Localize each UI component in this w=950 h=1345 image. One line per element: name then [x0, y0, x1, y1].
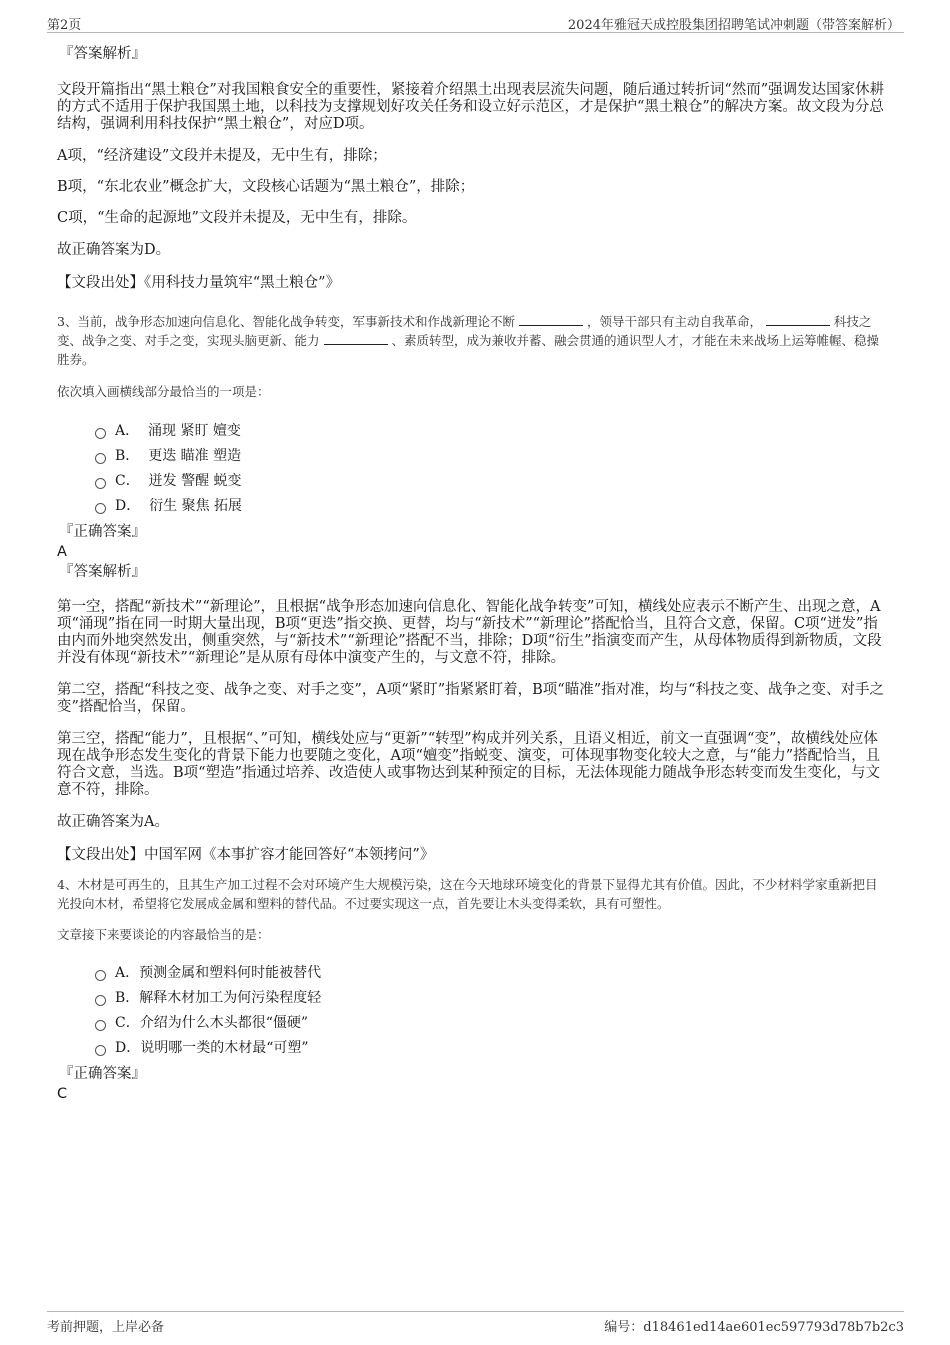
q2-source: 【文段出处】《用科技力量筑牢“黑土粮仓”》: [57, 275, 341, 291]
q4-stem: 4、木材是可再生的，且其生产加工过程不会对环境产生大规模污染，这在今天地球环境变化的背景下显得尤其有价值。因此，不少材料学家重新把目光投向木材，希望将它发展成金属和塑料的替代品。不过要实现这一点，首先要让木头变得柔软，具有可塑性。: [57, 877, 878, 911]
page-content: [57, 44, 887, 1104]
q3-prompt: 依次填入画横线部分最恰当的一项是：: [57, 384, 270, 399]
fill-blank-1: [519, 313, 583, 326]
radio-icon[interactable]: [95, 1020, 106, 1031]
fill-blank-2: [766, 313, 830, 326]
q3-option-d[interactable]: D． 衍生 聚焦 拓展: [95, 494, 887, 519]
radio-icon[interactable]: [95, 995, 106, 1006]
q3-analysis-label: 『答案解析』: [59, 564, 146, 580]
q3-source: 【文段出处】中国军网《本事扩容才能回答好“本领拷问”》: [57, 847, 435, 863]
page-footer: [47, 1311, 904, 1334]
q4-options: [95, 961, 887, 1061]
q3-option-b[interactable]: B． 更迭 瞄准 塑造: [95, 444, 887, 469]
q4-correct-label: 『正确答案』: [59, 1066, 146, 1082]
q4-option-b[interactable]: B． 解释木材加工为何污染程度轻: [95, 986, 887, 1011]
q3-options: [95, 419, 887, 519]
radio-icon[interactable]: [95, 1045, 106, 1056]
q4-option-a[interactable]: A． 预测金属和塑料何时能被替代: [95, 961, 887, 986]
q2-analysis-para: 文段开篇指出“黑土粮仓”对我国粮食安全的重要性，紧接着介绍黑土出现表层流失问题，随后通过转折词“然而”强调发达国家休耕的方式不适用于保护我国黑土地，以科技为支撑规划好攻关任务和设立好示范区，才是保护“黑土粮仓”的解决方案。故文段为分总结构，强调利用科技保护“黑土粮仓”，对应D项。: [57, 82, 885, 132]
q3-analysis-para: 第二空，搭配“科技之变、战争之变、对手之变”，A项“紧盯”指紧紧盯着，B项“瞄准”指对准，均与“科技之变、战争之变、对手之变”搭配恰当，保留。: [57, 682, 885, 715]
page-header: [47, 12, 904, 33]
q4-option-c[interactable]: C． 介绍为什么木头都很“僵硬”: [95, 1011, 887, 1036]
radio-icon[interactable]: [95, 503, 106, 514]
q3-answer-conclusion: 故正确答案为A。: [57, 814, 169, 830]
q3-analysis-para: 第一空，搭配“新技术”“新理论”，且根据“战争形态加速向信息化、智能化战争转变”可知，横线处应表示不断产生、出现之意，A项“涌现”指在同一时期大量出现，B项“更迭”指交换、更替，均与“新技术”“新理论”搭配恰当，且符合文意，保留。C项“迸发”指由内而外地突然发出，侧重突然，与“新技术”“新理论”搭配不当，排除；D项“衍生”指演变而产生，从母体物质得到新物质，文段并没有体现“新技术”“新理论”是从原有母体中演变产生的，与文意不符，排除。: [57, 599, 882, 666]
q3-stem: 3、当前，战争形态加速向信息化、智能化战争转变，军事新技术和作战新理论不断 ，领导干部只有主动自我革命， 科技之变、战争之变、对手之变，实现头脑更新、能力 、素质转型，成为兼收并蓄、融会贯通的通识型人才，才能在未来战场上运筹帷幄、稳操胜券。: [57, 314, 879, 367]
document-id: 编号：d18461ed14ae601ec597793d78b7b2c3: [604, 1320, 904, 1335]
q2-analysis-para: A项，“经济建设”文段并未提及，无中生有，排除；: [57, 148, 387, 164]
q3-option-c[interactable]: C． 迸发 警醒 蜕变: [95, 469, 887, 494]
q3-correct-label: 『正确答案』: [59, 524, 146, 540]
q3-analysis-para: 第三空，搭配“能力”，且根据“、”可知，横线处应与“更新”“转型”构成并列关系，且语义相近，前文一直强调“变”，故横线处应体现在战争形态发生变化的背景下能力也要随之变化，A项“嬗变”指蜕变、演变，可体现事物变化较大之意，与“能力”搭配恰当，且符合文意，当选。B项“塑造”指通过培养、改造使人或事物达到某种预定的目标，无法体现能力随战争形态转变而发生变化，与文意不符，排除。: [57, 731, 881, 798]
q2-analysis-label: 『答案解析』: [59, 46, 146, 62]
q2-analysis-para: B项，“东北农业”概念扩大，文段核心话题为“黑土粮仓”，排除；: [57, 179, 475, 195]
q2-analysis-para: C项，“生命的起源地”文段并未提及，无中生有，排除。: [57, 210, 417, 226]
q3-option-a[interactable]: A． 涌现 紧盯 嬗变: [95, 419, 887, 444]
radio-icon[interactable]: [95, 970, 106, 981]
q3-correct-answer: A: [57, 544, 67, 560]
radio-icon[interactable]: [95, 428, 106, 439]
fill-blank-3: [324, 332, 388, 345]
footer-slogan: 考前押题，上岸必备: [47, 1320, 165, 1335]
radio-icon[interactable]: [95, 453, 106, 464]
document-title: 2024年雅冠天成控股集团招聘笔试冲刺题（带答案解析）: [567, 18, 900, 33]
q4-option-d[interactable]: D． 说明哪一类的木材最“可塑”: [95, 1036, 887, 1061]
radio-icon[interactable]: [95, 478, 106, 489]
page-number: 第2页: [47, 18, 82, 33]
q4-prompt: 文章接下来要谈论的内容最恰当的是：: [57, 927, 270, 942]
q4-correct-answer: C: [57, 1086, 68, 1102]
q2-answer-conclusion: 故正确答案为D。: [57, 242, 171, 258]
